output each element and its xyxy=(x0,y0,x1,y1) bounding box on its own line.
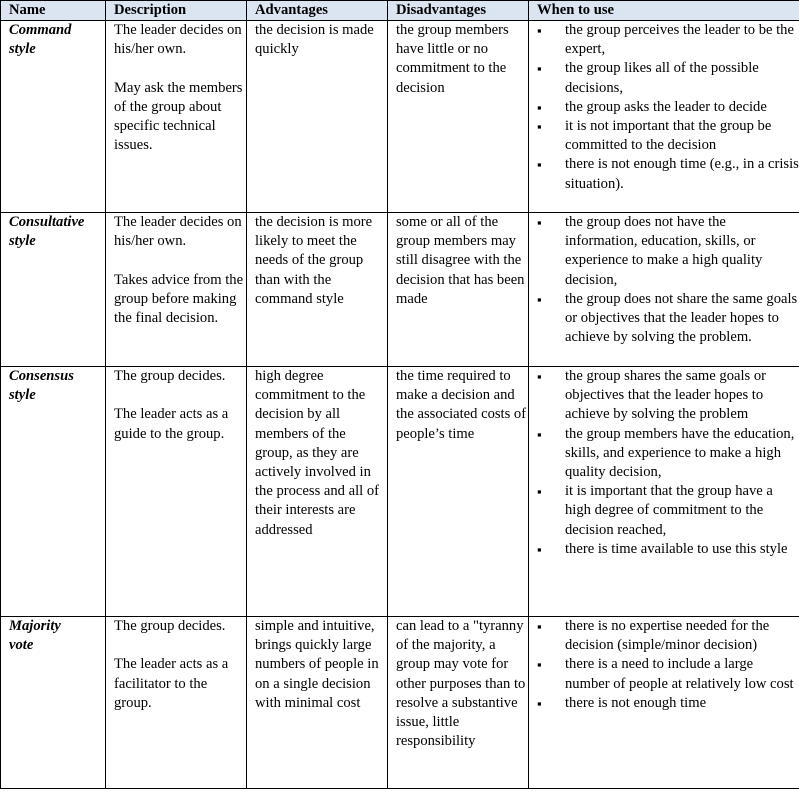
description-cell xyxy=(106,617,247,789)
style-name-line: style xyxy=(9,41,36,58)
style-name-line: Command xyxy=(9,22,72,38)
table-row xyxy=(1,213,799,367)
list-item: ▪ the group members have the education, skills, and experience to make a high quality decision, xyxy=(537,425,799,483)
advantages-cell: the decision is more likely to meet the needs of the group than with the command style xyxy=(247,213,388,367)
advantages-cell: simple and intuitive, brings quickly large numbers of people in on a single decision with minimal cost xyxy=(247,617,388,789)
style-name-cell xyxy=(1,21,106,213)
description-paragraph: The leader decides on his/her own. xyxy=(114,22,242,58)
list-item: ▪ the group does not share the same goals or objectives that the leader hopes to achieve by solving the problem. xyxy=(537,290,799,348)
list-item: ▪ there is no expertise needed for the decision (simple/minor decision) xyxy=(537,617,799,655)
header-advantages: Advantages xyxy=(247,1,388,21)
header-disadvantages: Disadvantages xyxy=(388,1,529,21)
list-item: ▪ the group likes all of the possible decisions, xyxy=(537,59,799,97)
list-item: ▪ there is a need to include a large number of people at relatively low cost xyxy=(537,655,799,693)
list-item: ▪ there is not enough time (e.g., in a crisis situation). xyxy=(537,155,799,193)
advantages-cell: high degree commitment to the decision by all members of the group, as they are actively involved in the process and all of their interests are addressed xyxy=(247,367,388,617)
list-item: ▪ the group does not have the information, education, skills, or experience to make a high quality decision, xyxy=(537,213,799,290)
description-paragraph: The group decides. xyxy=(114,368,226,384)
description-cell xyxy=(106,21,247,213)
description-paragraph: May ask the members of the group about specific technical issues. xyxy=(114,79,243,154)
when-to-use-cell xyxy=(529,21,799,213)
style-name-line: Consultative xyxy=(9,214,85,230)
description-paragraph: The leader acts as a guide to the group. xyxy=(114,406,229,442)
table-row xyxy=(1,617,799,789)
list-item: ▪ it is important that the group have a high degree of commitment to the decision reached, xyxy=(537,482,799,540)
when-to-use-cell xyxy=(529,213,799,367)
description-cell xyxy=(106,367,247,617)
style-name-cell xyxy=(1,617,106,789)
advantages-cell: the decision is made quickly xyxy=(247,21,388,213)
style-name-line: Majority xyxy=(9,618,61,634)
description-paragraph: Takes advice from the group before making the final decision. xyxy=(114,271,244,326)
header-name: Name xyxy=(1,1,106,21)
list-item: ▪ it is not important that the group be committed to the decision xyxy=(537,117,799,155)
disadvantages-cell: the time required to make a decision and the associated costs of people’s time xyxy=(388,367,529,617)
disadvantages-cell: some or all of the group members may still disagree with the decision that has been made xyxy=(388,213,529,367)
style-name-line: style xyxy=(9,387,36,404)
style-name-cell xyxy=(1,367,106,617)
description-paragraph: The leader acts as a facilitator to the group. xyxy=(114,656,229,711)
header-when-to-use: When to use xyxy=(529,1,799,21)
style-name-line: vote xyxy=(9,637,34,654)
list-item: ▪ the group perceives the leader to be the expert, xyxy=(537,21,799,59)
description-cell xyxy=(106,213,247,367)
description-paragraph: The leader decides on his/her own. xyxy=(114,214,242,250)
list-item: ▪ the group shares the same goals or objectives that the leader hopes to achieve by solving the problem xyxy=(537,367,799,425)
list-item: ▪ there is not enough time xyxy=(537,694,799,713)
style-name-line: Consensus xyxy=(9,368,74,384)
table-row xyxy=(1,367,799,617)
header-description: Description xyxy=(106,1,247,21)
list-item: ▪ the group asks the leader to decide xyxy=(537,98,799,117)
when-to-use-cell xyxy=(529,367,799,617)
style-name-line: style xyxy=(9,233,36,250)
list-item: ▪ there is time available to use this style xyxy=(537,540,799,559)
disadvantages-cell: the group members have little or no commitment to the decision xyxy=(388,21,529,213)
when-to-use-cell xyxy=(529,617,799,789)
header-row xyxy=(1,1,799,21)
description-paragraph: The group decides. xyxy=(114,618,226,634)
style-name-cell xyxy=(1,213,106,367)
disadvantages-cell: can lead to a "tyranny of the majority, a group may vote for other purposes than to resolve a substantive issue, little responsibility xyxy=(388,617,529,789)
table-row xyxy=(1,21,799,213)
